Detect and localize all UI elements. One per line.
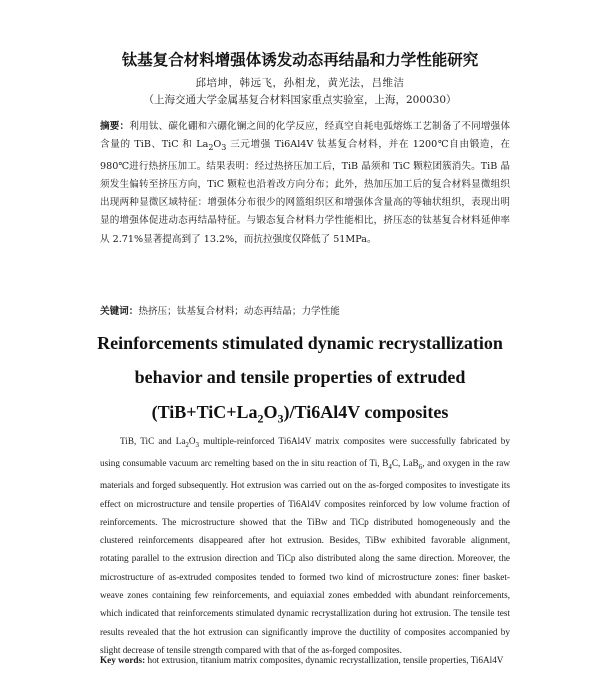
- chinese-abstract-sub-1: 2: [208, 143, 214, 153]
- chinese-keywords: [100, 303, 510, 317]
- english-abstract-text-b: O: [188, 436, 196, 446]
- english-abstract-sub-3: 4: [388, 462, 392, 471]
- english-title-part-b: O: [263, 402, 278, 422]
- chinese-affiliation: （上海交通大学金属基复合材料国家重点实验室，上海，200030）: [143, 94, 457, 106]
- english-keywords-label: Key words:: [100, 655, 146, 665]
- english-title-part-a: (TiB+TiC+La: [151, 402, 258, 422]
- english-abstract-text-d: C, LaB: [391, 458, 419, 469]
- english-title-line-2: behavior and tensile properties of extruded: [134, 367, 466, 387]
- english-abstract-sub-2: 3: [195, 440, 200, 449]
- chinese-keywords-text: 热挤压；钛基复合材料；动态再结晶；力学性能: [138, 306, 340, 317]
- english-abstract-sub-4: 6: [418, 462, 423, 471]
- chinese-title: 钛基复合材料增强体诱发动态再结晶和力学性能研究: [121, 51, 479, 69]
- english-title-sub-2: 3: [277, 411, 284, 426]
- english-abstract: [100, 432, 510, 659]
- chinese-abstract-sub-2: 3: [221, 143, 227, 153]
- chinese-abstract: [100, 118, 510, 249]
- english-title-line-1: Reinforcements stimulated dynamic recrystallization: [97, 333, 503, 353]
- chinese-abstract-text-2: O: [213, 139, 222, 151]
- english-abstract-text-a: TiB, TiC and La: [120, 436, 186, 446]
- english-title-part-c: )/Ti6Al4V composites: [283, 402, 449, 422]
- english-title-sub-1: 2: [257, 411, 264, 426]
- chinese-abstract-label: 摘要：: [100, 121, 130, 132]
- english-abstract-text-c: multiple-reinforced Ti6Al4V matrix composites were successfully fabricated by using consumable vacuum arc remelting based on the in situ reaction of Ti, B: [100, 436, 510, 469]
- chinese-keywords-label: 关键词：: [100, 306, 139, 317]
- chinese-authors: 邱培坤，韩远飞，孙相龙，黄光法，吕维洁: [195, 77, 405, 89]
- english-keywords-text: hot extrusion, titanium matrix composites, dynamic recrystallization, tensile properties, Ti6Al4V: [145, 655, 504, 665]
- chinese-abstract-text-3: 三元增强 Ti6Al4V 钛基复合材料，并在 1200℃自由锻造，在 980℃进行热挤压加工。结果表明：经过热挤压加工后，TiB 晶须和 TiC 颗粒团簇消失。TiB 晶须发生偏转至挤压方向，TiC 颗粒也沿着改方向分布；此外，热加压加工后的复合材料显微组织出现两种显微区域特征：增强体分布很少的网篮组织区和增强体含量高的等轴状组织，表现出明显的增强体促进动态再结晶特征。与锻态复合材料力学性能相比，挤压态的钛基复合材料延伸率从 2.71%显著提高到了 13.2%，而抗拉强度仅降低了 51MPa。: [100, 139, 510, 245]
- english-abstract-text-e: , and oxygen in the raw materials and forged subsequently. Hot extrusion was carried out on the as-forged composites to investigate its effect on microstructure and tensile properties of Ti6Al4V composites reinforced by low volume fraction of reinforcements. The microstructure showed that the TiBw and TiCp distributed homogeneously and the clustered reinforcements disappeared after hot extrusion. Besides, TiBw exhibited favorable alignment, rotating parallel to the extrusion direction and TiCp also distributed along the same direction. Moreover, the microstructure of as-extruded composites tended to formed two kind of microstructure zones: finer basket-weave zones containing few reinforcements, and equiaxial zones embedded with abundant reinforcements, which indicated that reinforcements stimulated dynamic recrystallization during hot extrusion. The tensile test results revealed that the hot extrusion can significantly improve the ductility of composites accompanied by slight decrease of tensile strength compared with that of the as-forged composites.: [100, 458, 510, 655]
- english-abstract-sub-1: 2: [185, 440, 189, 449]
- english-keywords: [100, 651, 510, 669]
- english-title-line-3: [0, 402, 600, 427]
- chinese-abstract-text-1: 利用钛、碳化硼和六硼化镧之间的化学反应，经真空自耗电弧熔炼工艺制备了不同增强体含量的 TiB、TiC 和 La: [100, 121, 511, 151]
